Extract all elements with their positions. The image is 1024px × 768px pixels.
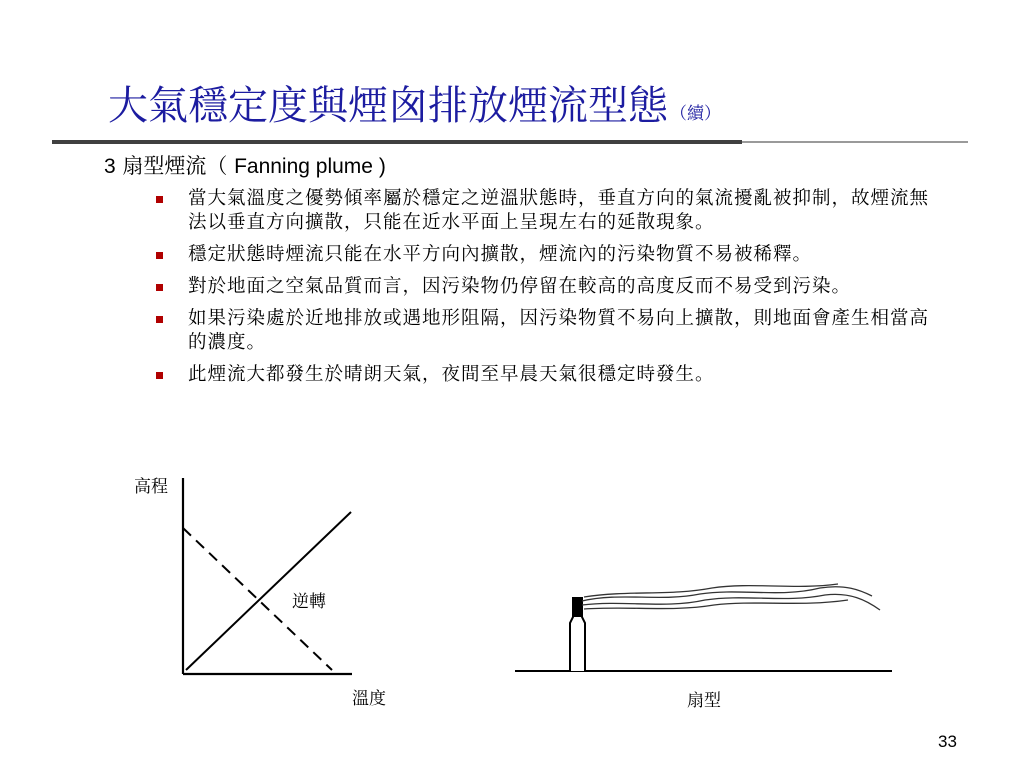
heading-number: 3	[104, 155, 116, 178]
plume-caption: 扇型	[687, 691, 721, 711]
title-suffix: （續）	[670, 104, 721, 124]
title-text: 大氣穩定度與煙囪排放煙流型態	[108, 83, 668, 129]
inversion-label: 逆轉	[292, 592, 326, 612]
bullet-text: 穩定狀態時煙流只能在水平方向內擴散，煙流內的污染物質不易被稀釋。	[188, 244, 813, 265]
inversion-line	[186, 512, 351, 670]
heading-en: Fanning plume )	[234, 155, 386, 178]
bullet-text: 當大氣溫度之優勢傾率屬於穩定之逆溫狀態時，垂直方向的氣流擾亂被抑制，故煙流無法以垂直方向擴散，只能在近水平面上呈現左右的延散現象。	[188, 188, 930, 233]
y-axis-label: 高程	[134, 477, 168, 497]
bullet-text: 如果污染處於近地排放或遇地形阻隔，因污染物質不易向上擴散，則地面會產生相當高的濃度。	[188, 308, 930, 353]
heading-zh: 扇型煙流（	[122, 154, 228, 178]
page-number: 33	[938, 732, 957, 751]
bullet-text: 此煙流大都發生於晴朗天氣，夜間至早晨天氣很穩定時發生。	[188, 364, 715, 385]
bullet-text: 對於地面之空氣品質而言，因污染物仍停留在較高的高度反而不易受到污染。	[188, 276, 852, 297]
x-axis-label: 溫度	[352, 689, 386, 709]
stack-smoke-fill	[573, 598, 582, 617]
fanning-plume	[582, 584, 880, 610]
